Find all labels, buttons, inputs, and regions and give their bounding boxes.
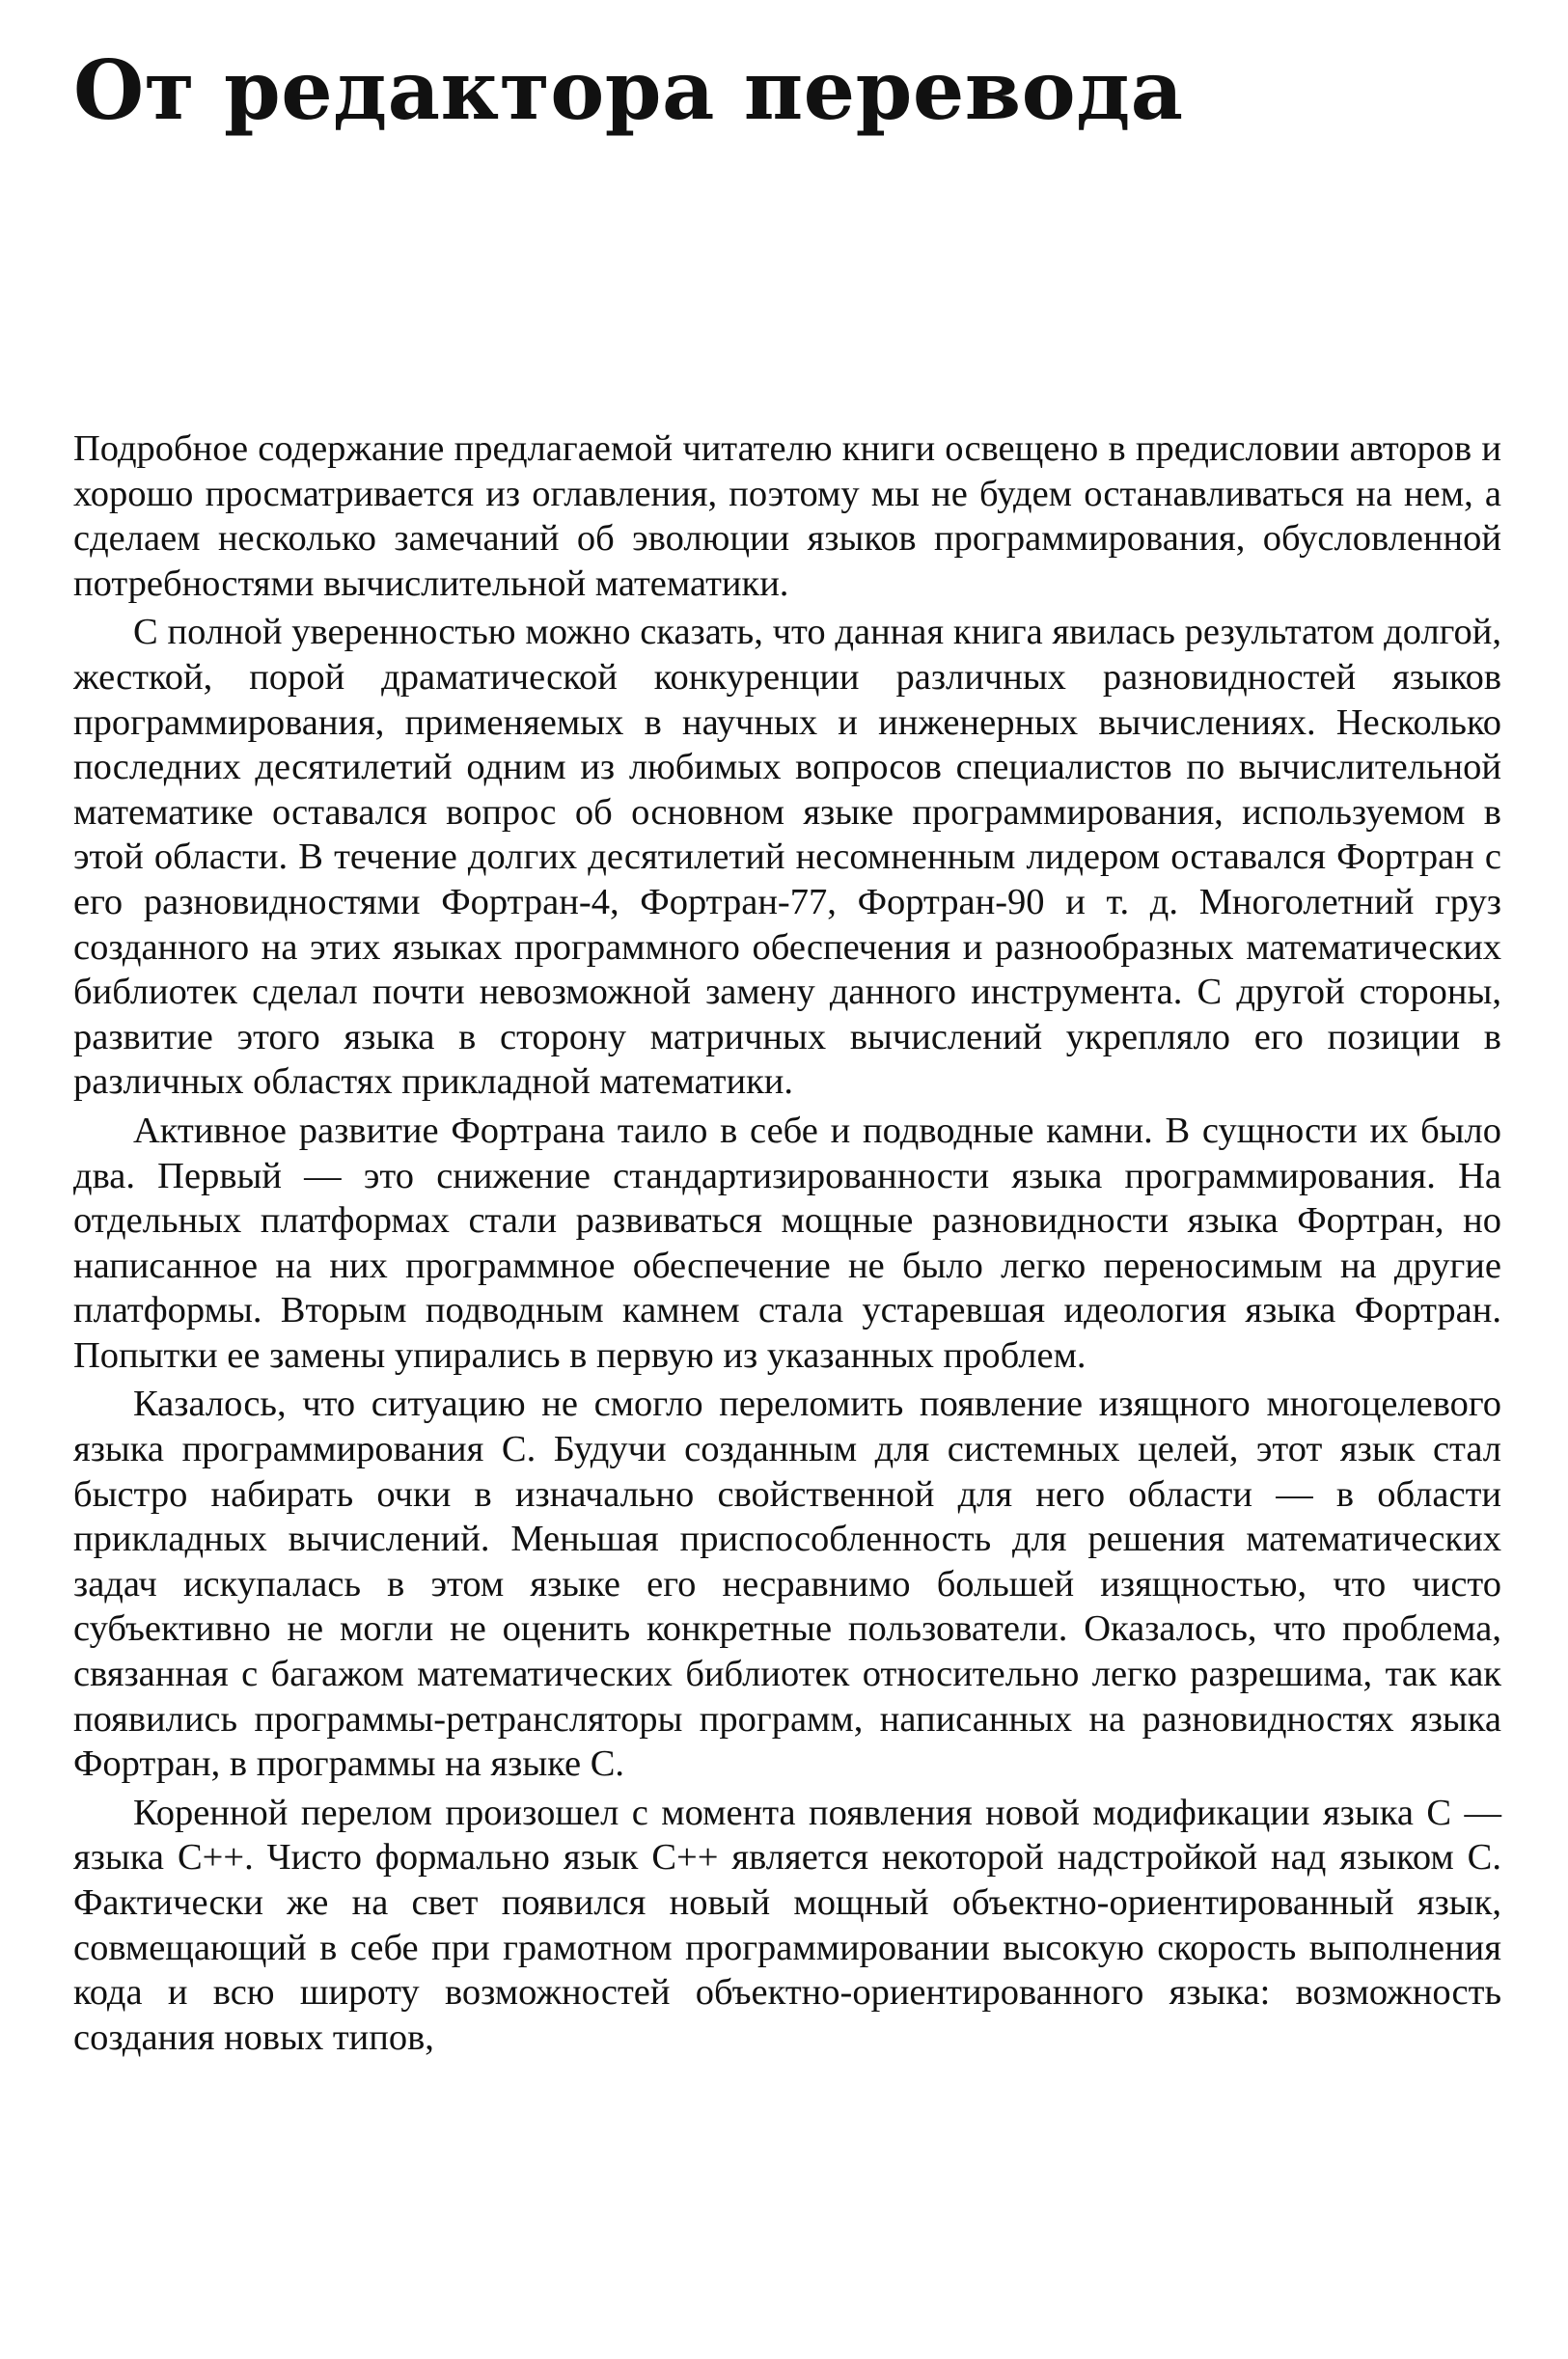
- page-title: От редактора перевода: [73, 42, 1184, 138]
- paragraph-pitfalls: Активное развитие Фортрана таило в себе и подводные камни. В сущности их было два. Первый — это снижение стандартизированности языка программирования. На отдельных платформах стали развиваться мощные разновидности языка Фортран, но написанное на них программное обеспечение не было легко переносимым на другие платформы. Вторым подводным камнем стала устаревшая идеология языка Фортран. Попытки ее замены упирались в первую из указанных проблем.: [73, 1110, 1501, 1376]
- paragraph-cpp-language: Коренной перелом произошел с момента появления новой модификации языка C — языка C++. Чисто формально язык C++ является некоторой надстройкой над языком C. Фактически же на свет появился новый мощный объектно-ориентированный язык, совмещающий в себе при грамотном программировании высокую скорость выполнения кода и всю широту возможностей объектно-ориентированного языка: возможность создания новых типов,: [73, 1792, 1501, 2058]
- paragraph-intro: Подробное содержание предлагаемой читателю книги освещено в предисловии авторов и хорошо просматривается из оглавления, поэтому мы не будем останавливаться на нем, а сделаем несколько замечаний об эволюции языков программирования, обусловленной потребностями вычислительной математики.: [73, 428, 1501, 604]
- paragraph-fortran: С полной уверенностью можно сказать, что данная книга явилась результатом долгой, жесткой, порой драматической конкуренции различных разновидностей языков программирования, применяемых в научных и инженерных вычислениях. Несколько последних десятилетий одним из любимых вопросов специалистов по вычислительной математике оставался вопрос об основном языке программирования, используемом в этой области. В течение долгих десятилетий несомненным лидером оставался Фортран с его разновидностями Фортран-4, Фортран-77, Фортран-90 и т. д. Многолетний груз созданного на этих языках программного обеспечения и разнообразных математических библиотек сделал почти невозможной замену данного инструмента. С другой стороны, развитие этого языка в сторону матричных вычислений укрепляло его позиции в различных областях прикладной математики.: [73, 612, 1501, 1103]
- body-text: [73, 426, 1501, 2064]
- paragraph-c-language: Казалось, что ситуацию не смогло переломить появление изящного многоцелевого языка программирования C. Будучи созданным для системных целей, этот язык стал быстро набирать очки в изначально свойственной для него области — в области прикладных вычислений. Меньшая приспособленность для решения математических задач искупалась в этом языке его несравнимо большей изящностью, что чисто субъективно не могли не оценить конкретные пользователи. Оказалось, что проблема, связанная с багажом математических библиотек относительно легко разрешима, так как появились программы-ретрансляторы программ, написанных на разновидностях языка Фортран, в программы на языке C.: [73, 1384, 1501, 1785]
